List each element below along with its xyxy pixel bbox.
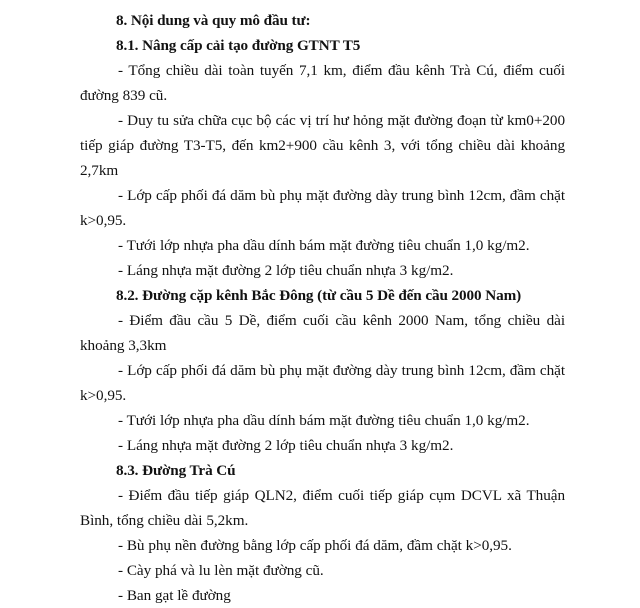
section-8-1-item-3: - Lớp cấp phối đá dăm bù phụ mặt đường dày trung bình 12cm, đầm chặt k>0,95. [80,187,565,229]
section-8-3-item-3: - Cày phá và lu lèn mặt đường cũ. [118,562,324,579]
section-8-2-item-1: - Điểm đầu cầu 5 Dề, điểm cuối cầu kênh 2000 Nam, tổng chiều dài khoảng 3,3km [80,312,565,354]
section-8-1-item-4: - Tưới lớp nhựa pha dầu dính bám mặt đường tiêu chuẩn 1,0 kg/m2. [118,237,530,254]
section-8-2-item-2: - Lớp cấp phối đá dăm bù phụ mặt đường dày trung bình 12cm, đầm chặt k>0,95. [80,362,565,404]
section-8-3-item-4: - Ban gạt lề đường [118,587,231,604]
section-8-1-item-2: - Duy tu sửa chữa cục bộ các vị trí hư hỏng mặt đường đoạn từ km0+200 tiếp giáp đường T3-T5, đến km2+900 cầu kênh 3, với tổng chiều dài khoảng 2,7km [80,112,565,179]
section-8-3-item-2: - Bù phụ nền đường bằng lớp cấp phối đá dăm, đầm chặt k>0,95. [118,537,512,554]
section-8-1-item-1: - Tổng chiều dài toàn tuyến 7,1 km, điểm đầu kênh Trà Cú, điểm cuối đường 839 cũ. [80,62,565,104]
section-8-3-heading: 8.3. Đường Trà Cú [116,462,236,479]
section-8-heading: 8. Nội dung và quy mô đầu tư: [116,12,311,29]
section-8-2-item-3: - Tưới lớp nhựa pha dầu dính bám mặt đường tiêu chuẩn 1,0 kg/m2. [118,412,530,429]
section-8-1-item-5: - Láng nhựa mặt đường 2 lớp tiêu chuẩn nhựa 3 kg/m2. [118,262,454,279]
section-8-3-item-1: - Điểm đầu tiếp giáp QLN2, điểm cuối tiếp giáp cụm DCVL xã Thuận Bình, tổng chiều dài 5,2km. [80,487,565,529]
section-8-2-heading: 8.2. Đường cặp kênh Bắc Đông (từ cầu 5 Dề đến cầu 2000 Nam) [116,287,522,304]
section-8-2-item-4: - Láng nhựa mặt đường 2 lớp tiêu chuẩn nhựa 3 kg/m2. [118,437,454,454]
document-body [80,8,565,608]
section-8-1-heading: 8.1. Nâng cấp cải tạo đường GTNT T5 [116,37,361,54]
